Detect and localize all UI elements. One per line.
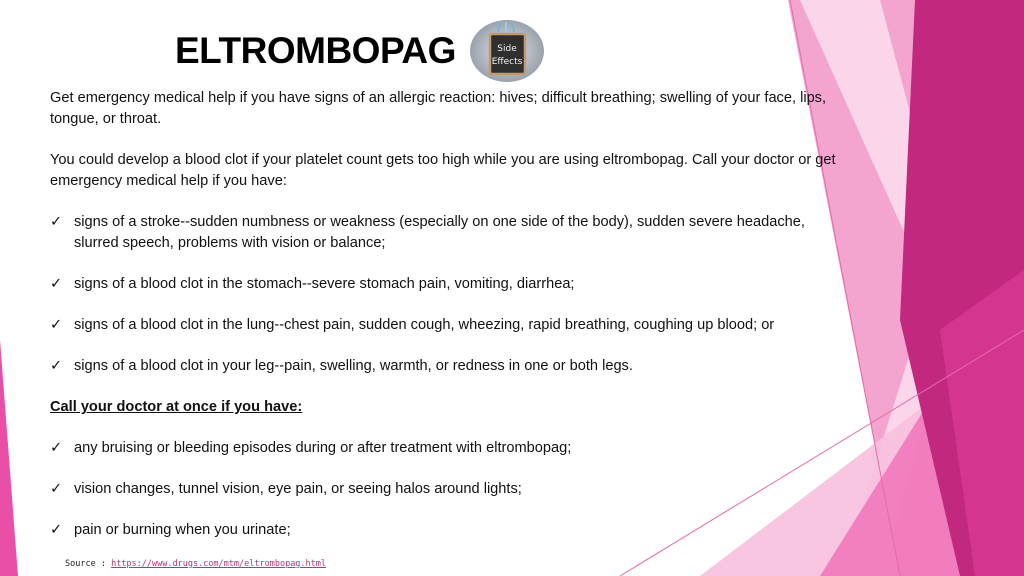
list-item-text: pain or burning when you urinate; (74, 522, 291, 538)
list-item-text: signs of a blood clot in the stomach--severe stomach pain, vomiting, diarrhea; (74, 276, 575, 292)
checkmark-icon: ✓ (50, 276, 63, 292)
call-doctor-heading: Call your doctor at once if you have: (50, 399, 303, 415)
badge-line-2: Effects (491, 57, 523, 67)
list-item (50, 315, 840, 336)
checkmark-icon: ✓ (50, 481, 63, 497)
list-item (50, 479, 840, 500)
list-item (50, 274, 840, 295)
list-item (50, 212, 840, 254)
source-label: Source : (65, 559, 106, 569)
list-item-text: any bruising or bleeding episodes during or after treatment with eltrombopag; (74, 440, 572, 456)
title-row (175, 20, 544, 82)
list-item (50, 438, 840, 459)
main-content (50, 88, 840, 561)
checkmark-icon: ✓ (50, 522, 63, 538)
list-item (50, 520, 840, 541)
checkmark-icon: ✓ (50, 358, 63, 374)
clot-intro: You could develop a blood clot if your platelet count gets too high while you are using eltrombopag. Call your doctor or get emergency medical help if you have: (50, 152, 836, 189)
page-title: ELTROMBOPAG (175, 30, 456, 71)
list-item-text: vision changes, tunnel vision, eye pain, or seeing halos around lights; (74, 481, 522, 497)
list-item-text: signs of a blood clot in your leg--pain, swelling, warmth, or redness in one or both legs. (74, 358, 633, 374)
list-item (50, 356, 840, 377)
side-effects-chalkboard-icon (470, 20, 544, 82)
list-item-text: signs of a blood clot in the lung--chest pain, sudden cough, wheezing, rapid breathing, coughing up blood; or (74, 317, 775, 333)
list-item-text: signs of a stroke--sudden numbness or weakness (especially on one side of the body), sudden severe headache, slurred speech, problems with vision or balance; (74, 214, 805, 251)
source-citation (65, 559, 326, 569)
allergy-warning: Get emergency medical help if you have signs of an allergic reaction: hives; difficult breathing; swelling of your face, lips, tongue, or throat. (50, 90, 827, 127)
checkmark-icon: ✓ (50, 317, 63, 333)
source-link[interactable]: https://www.drugs.com/mtm/eltrombopag.html (111, 559, 327, 569)
checkmark-icon: ✓ (50, 440, 63, 456)
checkmark-icon: ✓ (50, 214, 63, 230)
side-effects-badge (470, 20, 544, 82)
badge-line-1: Side (497, 44, 517, 54)
left-pink-sliver (0, 340, 18, 576)
